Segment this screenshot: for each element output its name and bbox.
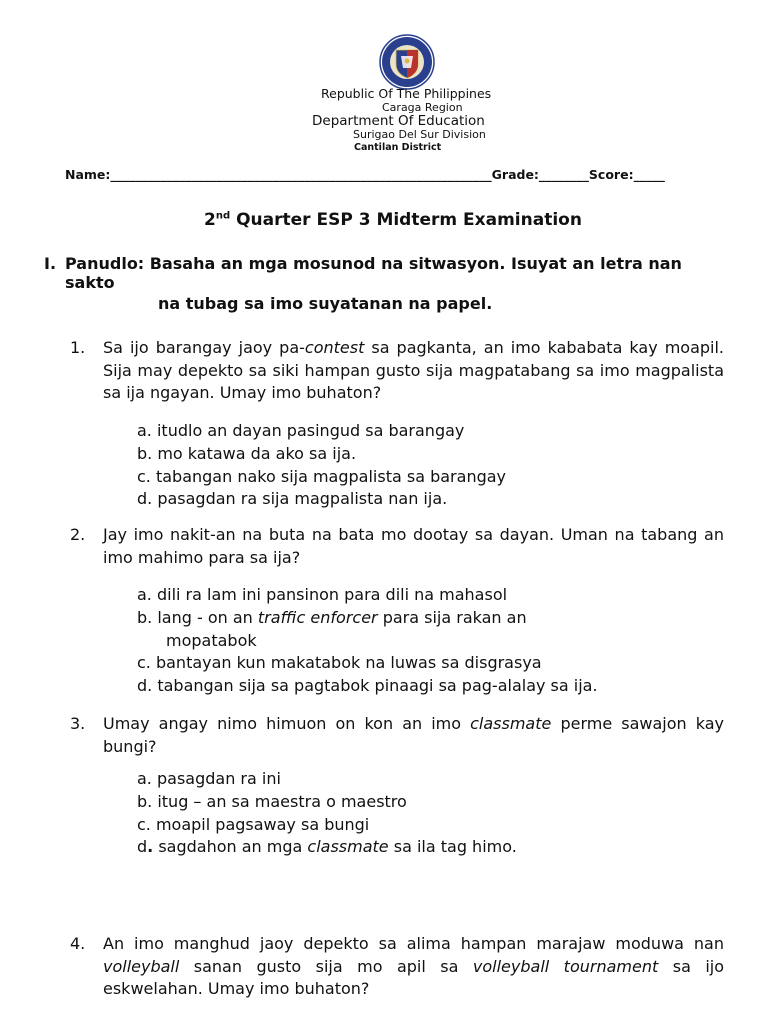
option-d [137, 836, 517, 859]
option-text-emphasis: classmate [307, 837, 389, 857]
option-b [137, 607, 598, 630]
option-text-part: b. lang - on an [137, 607, 258, 627]
header-region: Caraga Region [382, 101, 463, 114]
option-d: d. tabangan sija sa pagtabok pinaagi sa pag-alalay sa ija. [137, 676, 598, 696]
question-number: 4. [70, 934, 86, 953]
exam-title-suffix: nd [215, 210, 231, 222]
question-1-options [137, 420, 506, 511]
header-division: Surigao Del Sur Division [353, 128, 486, 141]
option-a: a. pasagdan ra ini [137, 769, 281, 788]
question-text-part: sanan gusto sija mo apil sa [179, 956, 473, 976]
deped-seal-logo [379, 34, 435, 90]
option-letter: d [137, 837, 148, 857]
question-text-part: An imo manghud jaoy depekto sa alima hampan marajaw moduwa nan [103, 934, 724, 953]
question-text-emphasis: contest [304, 338, 365, 357]
question-text [103, 713, 724, 758]
header-department: Department Of Education [312, 113, 485, 129]
instruction-number: I. [44, 254, 57, 273]
question-text-emphasis: volleyball tournament [472, 956, 659, 976]
question-3 [70, 713, 724, 758]
option-c: c. moapil pagsaway sa bungi [137, 814, 370, 834]
question-3-options [137, 768, 517, 859]
option-b-continued: mopatabok [166, 630, 257, 650]
question-text-part: sa pagkanta, an imo kababata kay moapil. Sija may depekto sa siki hampan gusto sija magpatabang sa imo magpalista sa ija ngayan. Umay imo buhaton? [103, 338, 725, 402]
exam-title [0, 210, 768, 230]
question-text-part: Sa ijo barangay jaoy pa- [103, 338, 305, 357]
question-number: 2. [70, 525, 86, 544]
option-text-emphasis: traffic enforcer [257, 607, 378, 627]
option-text-part: sagdahon an mga [153, 837, 308, 857]
option-b: b. mo katawa da ako sa ija. [137, 443, 357, 463]
header-district: Cantilan District [354, 142, 442, 153]
question-2 [70, 524, 724, 569]
option-letter-dot: . [147, 837, 154, 857]
question-number: 3. [70, 714, 86, 733]
header-country: Republic Of The Philippines [321, 86, 492, 101]
exam-title-text: Quarter ESP 3 Midterm Examination [230, 210, 582, 230]
question-text-part: sa ijo eskwelahan. Umay imo buhaton? [103, 956, 725, 998]
question-1 [70, 337, 724, 405]
question-text-part: perme sawajon kay bungi? [103, 714, 724, 756]
question-text-emphasis: classmate [470, 714, 552, 733]
question-text [103, 933, 724, 1001]
option-a: a. dili ra lam ini pansinon para dili na mahasol [137, 585, 508, 604]
instruction-text-continued: na tubag sa imo suyatanan na papel. [158, 294, 493, 313]
question-text-part: Umay angay nimo himuon on kon an imo [103, 714, 471, 733]
option-b: b. itug – an sa maestra o maestro [137, 791, 407, 811]
option-a: a. itudlo an dayan pasingud sa barangay [137, 421, 465, 440]
question-4 [70, 933, 724, 1001]
question-number: 1. [70, 338, 86, 357]
instruction-text: Panudlo: Basaha an mga mosunod na sitwasyon. Isuyat an letra nan sakto [65, 254, 682, 292]
option-d: d. pasagdan ra sija magpalista nan ija. [137, 489, 448, 509]
option-text-part: para sija rakan an [377, 607, 527, 627]
question-2-options [137, 584, 598, 698]
question-text: Jay imo nakit-an na buta na bata mo dootay sa dayan. Uman na tabang an imo mahimo para sa ija? [103, 525, 724, 567]
question-text-emphasis: volleyball [103, 956, 180, 976]
exam-title-number: 2 [204, 210, 216, 230]
option-c: c. bantayan kun makatabok na luwas sa disgrasya [137, 653, 542, 673]
option-text-part: sa ila tag himo. [388, 837, 517, 857]
name-grade-score-line: Name:_____________________________________________________________Grade:________Score:_____ [65, 167, 665, 182]
question-text [103, 337, 724, 405]
option-c: c. tabangan nako sija magpalista sa barangay [137, 466, 507, 486]
